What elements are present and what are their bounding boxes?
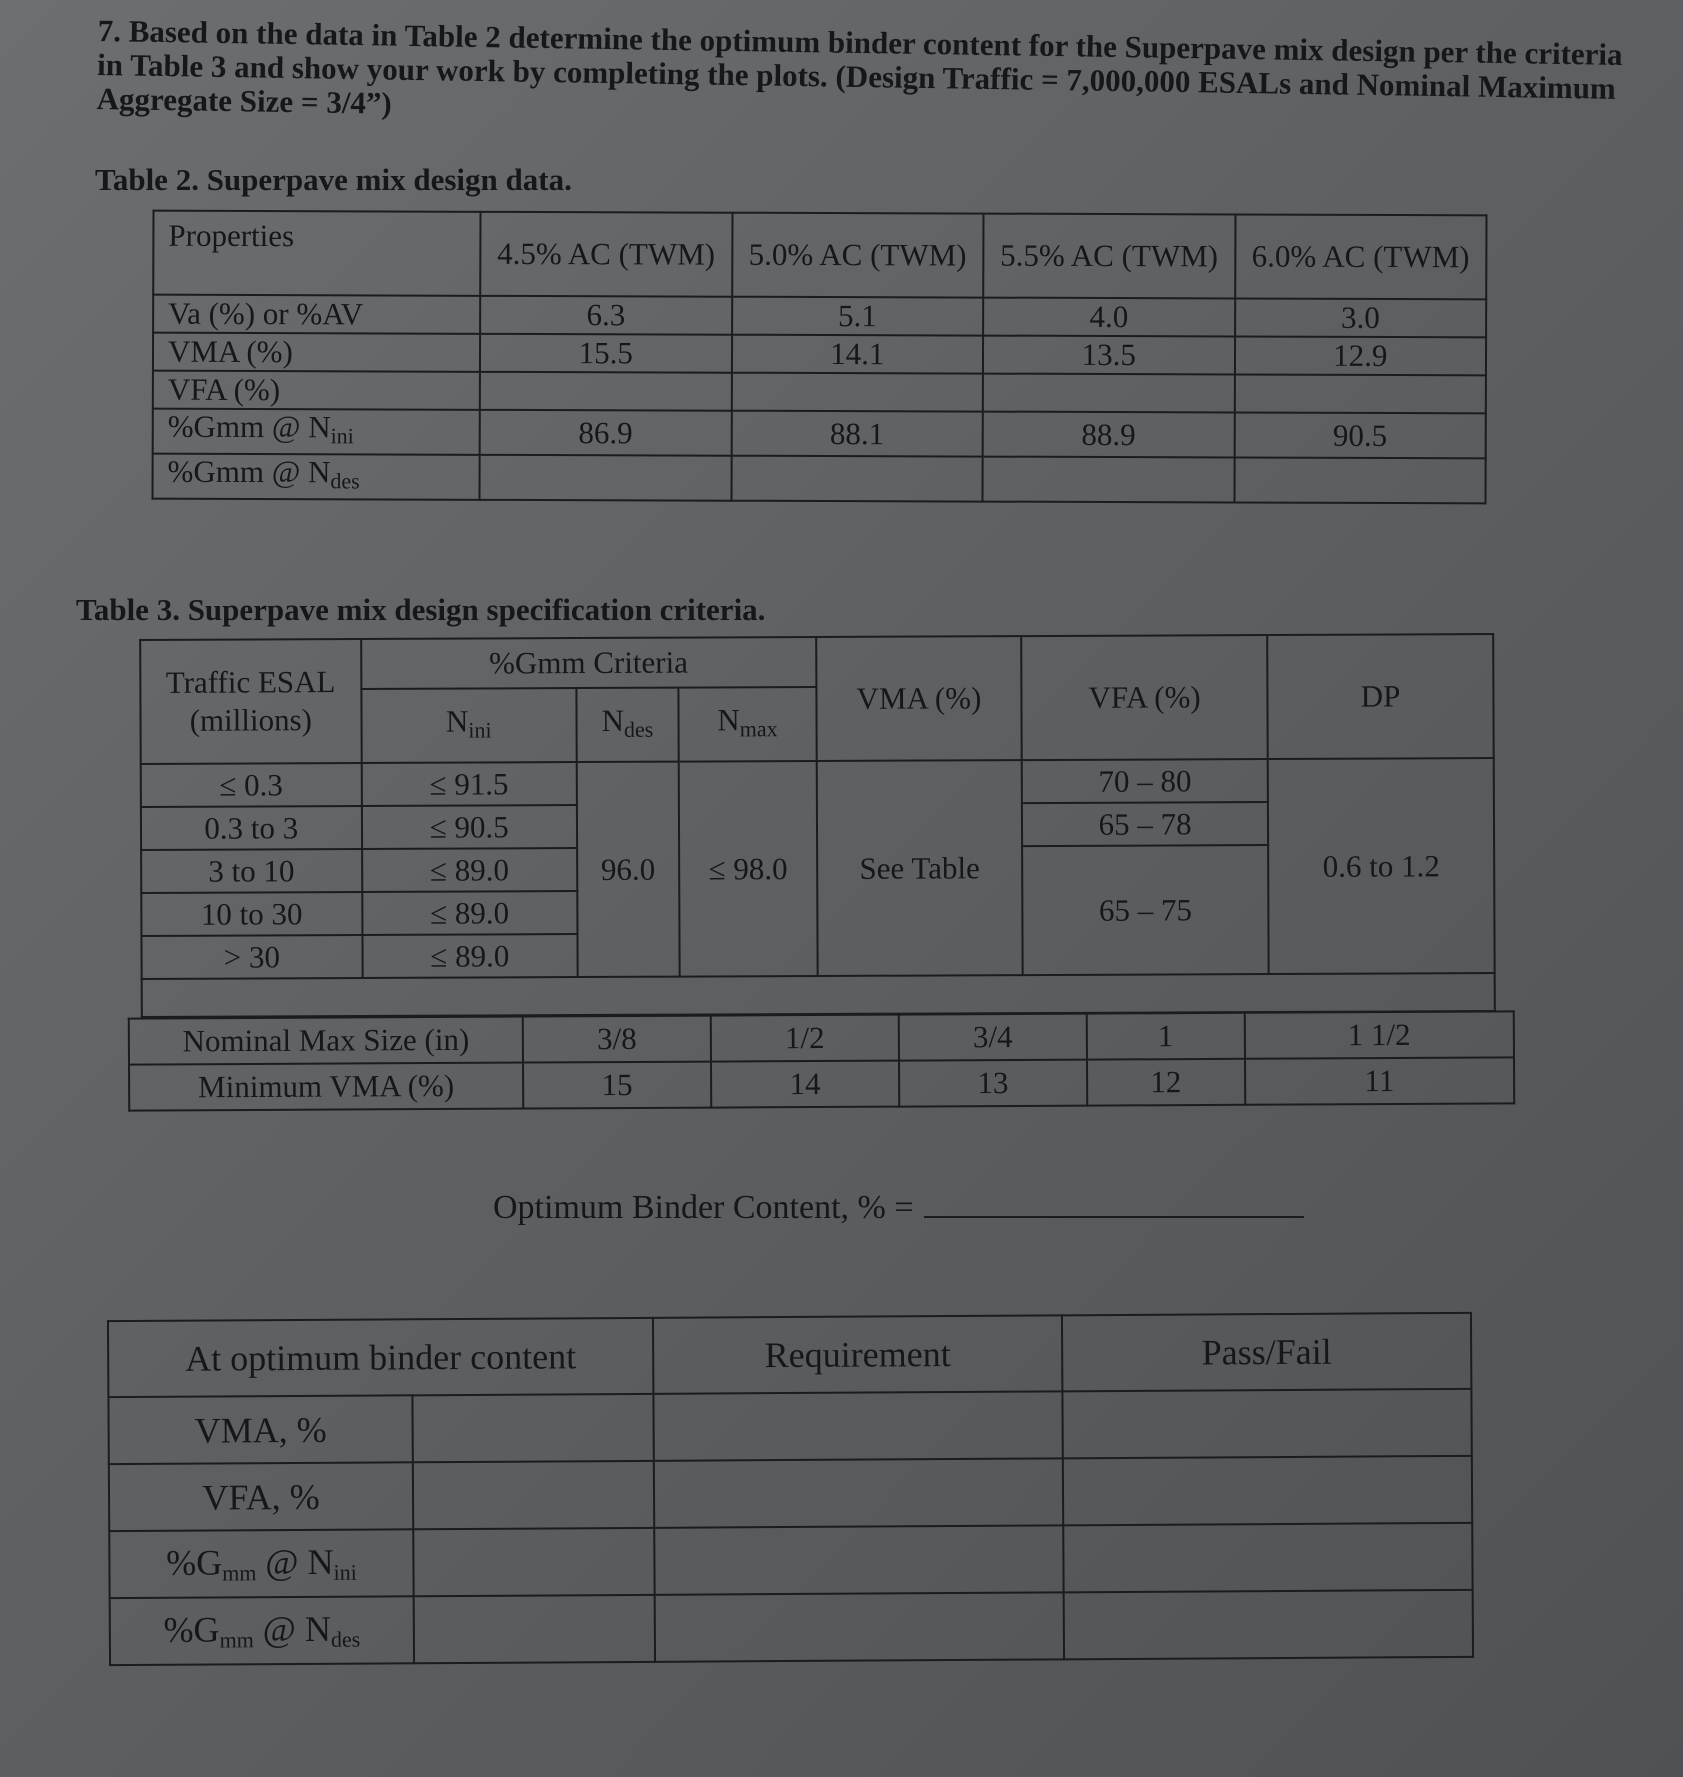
minvma-cell: 14 [711, 1061, 899, 1108]
gmm-criteria-header: %Gmm Criteria [361, 637, 817, 689]
col-header-5.0: 5.0% AC (TWM) [732, 213, 984, 298]
blank-cell[interactable] [1063, 1523, 1472, 1592]
minvma-label: Minimum VMA (%) [129, 1063, 523, 1111]
nmax-value: ≤ 98.0 [679, 761, 818, 977]
cell: 3.0 [1235, 298, 1487, 337]
minvma-cell: 11 [1245, 1057, 1515, 1104]
vfa-header: VFA (%) [1021, 635, 1268, 760]
nms-cell: 3/4 [899, 1014, 1087, 1061]
blank-cell[interactable] [653, 1391, 1062, 1460]
check-label-vma: VMA, % [108, 1395, 412, 1464]
blank-cell[interactable] [1064, 1590, 1473, 1659]
blank-cell[interactable] [480, 372, 732, 411]
blank-cell[interactable] [1234, 374, 1486, 413]
cell: 12.9 [1234, 336, 1486, 375]
table3-spec-criteria [139, 633, 1496, 1018]
row-va [153, 295, 1486, 338]
nms-cell: 3/8 [523, 1016, 711, 1063]
nms-cell: 1/2 [711, 1015, 899, 1062]
row-vfa [153, 371, 1486, 414]
blank-cell[interactable] [731, 373, 983, 412]
nini-cell: ≤ 89.0 [362, 848, 578, 892]
row-gmm-ndes [153, 454, 1486, 504]
optimum-binder-label: Optimum Binder Content, % = [493, 1189, 914, 1226]
blank-cell[interactable] [654, 1525, 1063, 1594]
optimum-binder-blank[interactable] [924, 1188, 1304, 1218]
row-label: Va (%) or %AV [153, 295, 480, 334]
traffic-cell: ≤ 0.3 [141, 763, 362, 807]
blank-cell[interactable] [982, 457, 1234, 503]
blank-cell[interactable] [413, 1461, 654, 1529]
nini-cell: ≤ 89.0 [362, 934, 578, 978]
table2-caption: Table 2. Superpave mix design data. [95, 162, 572, 197]
question-text: 7. Based on the data in Table 2 determine the optimum binder content for the Superpave mix design per the criteria in Table 3 and show your work by completing the plots. (Design Traffic = 7,000,000 ESALs and Nominal Maximum Aggregate Size = 3/4”) [96, 13, 1623, 121]
cell: 88.9 [983, 412, 1235, 458]
vfa-cell: 70 – 80 [1022, 759, 1268, 803]
blank-cell[interactable] [414, 1595, 655, 1663]
nmax-header: $N_{max}$ [678, 687, 816, 762]
nms-cell: 1 [1087, 1013, 1245, 1060]
at-optimum-header: At optimum binder content [108, 1318, 653, 1397]
dp-header: DP [1267, 634, 1493, 759]
blank-cell[interactable] [654, 1458, 1063, 1527]
ndes-header: $N_{des}$ [576, 688, 678, 762]
blank-cell[interactable] [479, 455, 731, 501]
blank-cell[interactable] [412, 1394, 653, 1462]
blank-cell[interactable] [731, 456, 983, 502]
cell: 14.1 [731, 335, 983, 374]
nini-cell: ≤ 91.5 [361, 762, 577, 806]
cell: 15.5 [480, 334, 732, 373]
vma-value: See Table [817, 760, 1023, 976]
vfa-cell: 65 – 75 [1022, 845, 1269, 975]
cell: 6.3 [480, 296, 732, 335]
blank-cell[interactable] [413, 1528, 654, 1596]
properties-header: Properties [153, 211, 480, 296]
col-header-6.0: 6.0% AC (TWM) [1235, 214, 1487, 299]
blank-cell[interactable] [983, 374, 1235, 413]
minvma-cell: 12 [1087, 1059, 1245, 1106]
check-label-gmm-nini: $\%G_{mm}$ @ $N_{ini}$ [109, 1529, 413, 1598]
spacer-row [142, 973, 1495, 1017]
nms-label: Nominal Max Size (in) [129, 1017, 523, 1065]
check-label-gmm-ndes: $\%G_{mm}$ @ $N_{des}$ [110, 1596, 414, 1665]
col-header-4.5: 4.5% AC (TWM) [480, 212, 732, 297]
cell: 86.9 [480, 410, 732, 456]
row-label: %Gmm @ $N_{ini}$ [153, 409, 480, 455]
traffic-cell: 3 to 10 [141, 849, 362, 893]
cell: 5.1 [732, 297, 984, 336]
row-label: VFA (%) [153, 371, 480, 410]
col-header-5.5: 5.5% AC (TWM) [983, 214, 1235, 299]
ndes-value: 96.0 [577, 762, 680, 977]
blank-cell[interactable] [1234, 457, 1486, 503]
row-vma [153, 333, 1486, 376]
cell: 4.0 [983, 298, 1235, 337]
nms-cell: 1 1/2 [1244, 1011, 1514, 1058]
nini-cell: ≤ 89.0 [362, 891, 578, 935]
traffic-header: Traffic ESAL (millions) [140, 639, 361, 764]
nini-header: $N_{ini}$ [361, 688, 577, 763]
traffic-cell: > 30 [141, 935, 362, 979]
traffic-cell: 10 to 30 [141, 892, 362, 936]
blank-cell[interactable] [1062, 1389, 1471, 1458]
vfa-cell: 65 – 78 [1022, 802, 1268, 846]
minvma-cell: 13 [899, 1060, 1087, 1107]
cell: 88.1 [731, 411, 983, 457]
blank-cell[interactable] [1063, 1456, 1472, 1525]
cell: 13.5 [983, 336, 1235, 375]
requirement-header: Requirement [653, 1315, 1062, 1393]
table3-caption: Table 3. Superpave mix design specification criteria. [76, 592, 766, 627]
row-gmm-nini [153, 409, 1486, 459]
nini-cell: ≤ 90.5 [361, 805, 577, 849]
table-optimum-check [107, 1312, 1474, 1666]
pass-fail-header: Pass/Fail [1062, 1313, 1471, 1391]
check-label-vfa: VFA, % [109, 1462, 413, 1531]
traffic-cell: 0.3 to 3 [141, 806, 362, 850]
row-label: %Gmm @ $N_{des}$ [153, 454, 480, 500]
cell: 90.5 [1234, 412, 1486, 458]
table2-mix-design-data [151, 210, 1487, 505]
vma-header: VMA (%) [816, 636, 1022, 761]
table3-min-vma [128, 1010, 1515, 1111]
dp-value: 0.6 to 1.2 [1268, 758, 1495, 974]
blank-cell[interactable] [655, 1592, 1064, 1661]
minvma-cell: 15 [523, 1062, 711, 1109]
optimum-binder-line [493, 1188, 1304, 1227]
row-label: VMA (%) [153, 333, 480, 372]
